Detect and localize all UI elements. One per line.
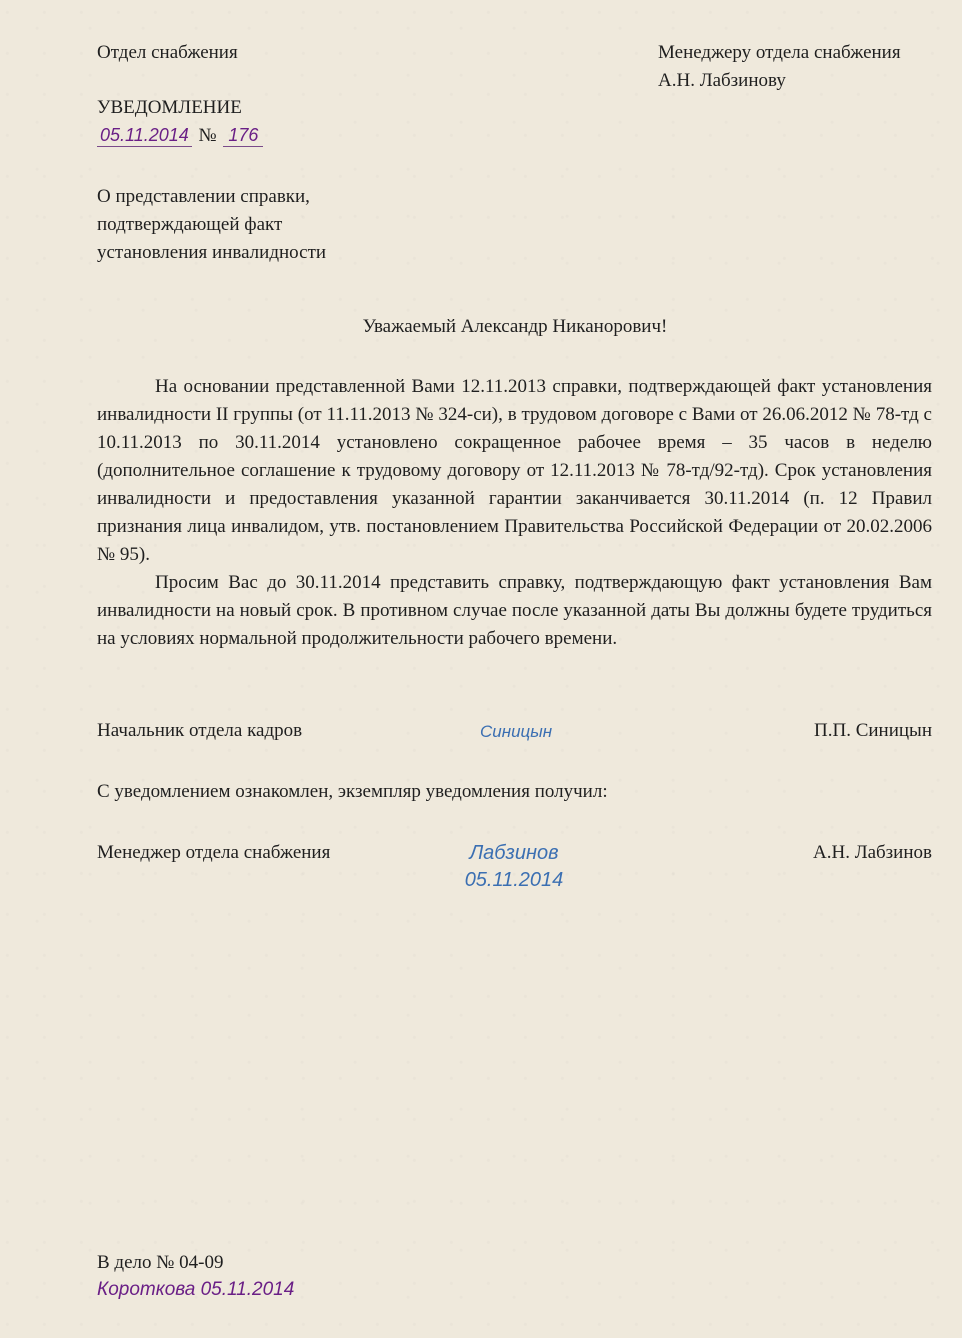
- signer-handwritten-signature: Синицын: [480, 722, 553, 741]
- recipient-line-2: А.Н. Лабзинову: [658, 70, 786, 91]
- employee-position: Менеджер отдела снабжения: [97, 842, 331, 863]
- filing-handwritten-note: Короткова 05.11.2014: [97, 1279, 295, 1300]
- filing-text: В дело № 04-09: [97, 1252, 224, 1273]
- greeting: Уважаемый Александр Никанорович!: [362, 316, 668, 337]
- signer-name: П.П. Синицын: [814, 720, 932, 741]
- document-date: 05.11.2014: [97, 124, 192, 147]
- signer-position: Начальник отдела кадров: [97, 720, 303, 741]
- acknowledgement-text: С уведомлением ознакомлен, экземпляр уведомления получил:: [97, 781, 608, 802]
- body-text: [97, 373, 932, 653]
- employee-signature-date: 05.11.2014: [464, 869, 564, 891]
- number-sign: №: [198, 125, 217, 146]
- body-paragraph-2: Просим Вас до 30.11.2014 представить справку, подтверждающую факт установления Вам инвалидности на новый срок. В противном случае после указанной даты Вы должны будете трудиться на условиях нормальной продолжительности рабочего времени.: [97, 572, 932, 649]
- subject-line-2: подтверждающей факт: [97, 214, 283, 235]
- document-number: 176: [223, 124, 263, 147]
- document-date-number: [97, 122, 263, 150]
- employee-name: А.Н. Лабзинов: [813, 842, 932, 863]
- sender-department: Отдел снабжения: [97, 42, 238, 63]
- subject-line-1: О представлении справки,: [97, 186, 310, 207]
- body-paragraph-1: На основании представленной Вами 12.11.2013 справки, подтверждающей факт установления инвалидности II группы (от 11.11.2013 № 324-си), в трудовом договоре с Вами от 26.06.2012 № 78-тд с 10.11.2013 по 30.11.2014 установлено сокращенное рабочее время – 35 часов в неделю (дополнительное соглашение к трудовому договору от 12.11.2013 № 78-тд/92-тд). Срок установления инвалидности и предоставления указанной гарантии заканчивается 30.11.2014 (п. 12 Правил признания лица инвалидом, утв. постановлением Правительства Российской Федерации от 20.02.2006 № 95).: [97, 376, 932, 565]
- subject-line-3: установления инвалидности: [97, 242, 327, 263]
- employee-handwritten-signature: Лабзинов: [469, 842, 559, 864]
- recipient-line-1: Менеджеру отдела снабжения: [658, 42, 901, 63]
- document-type: УВЕДОМЛЕНИЕ: [97, 97, 242, 118]
